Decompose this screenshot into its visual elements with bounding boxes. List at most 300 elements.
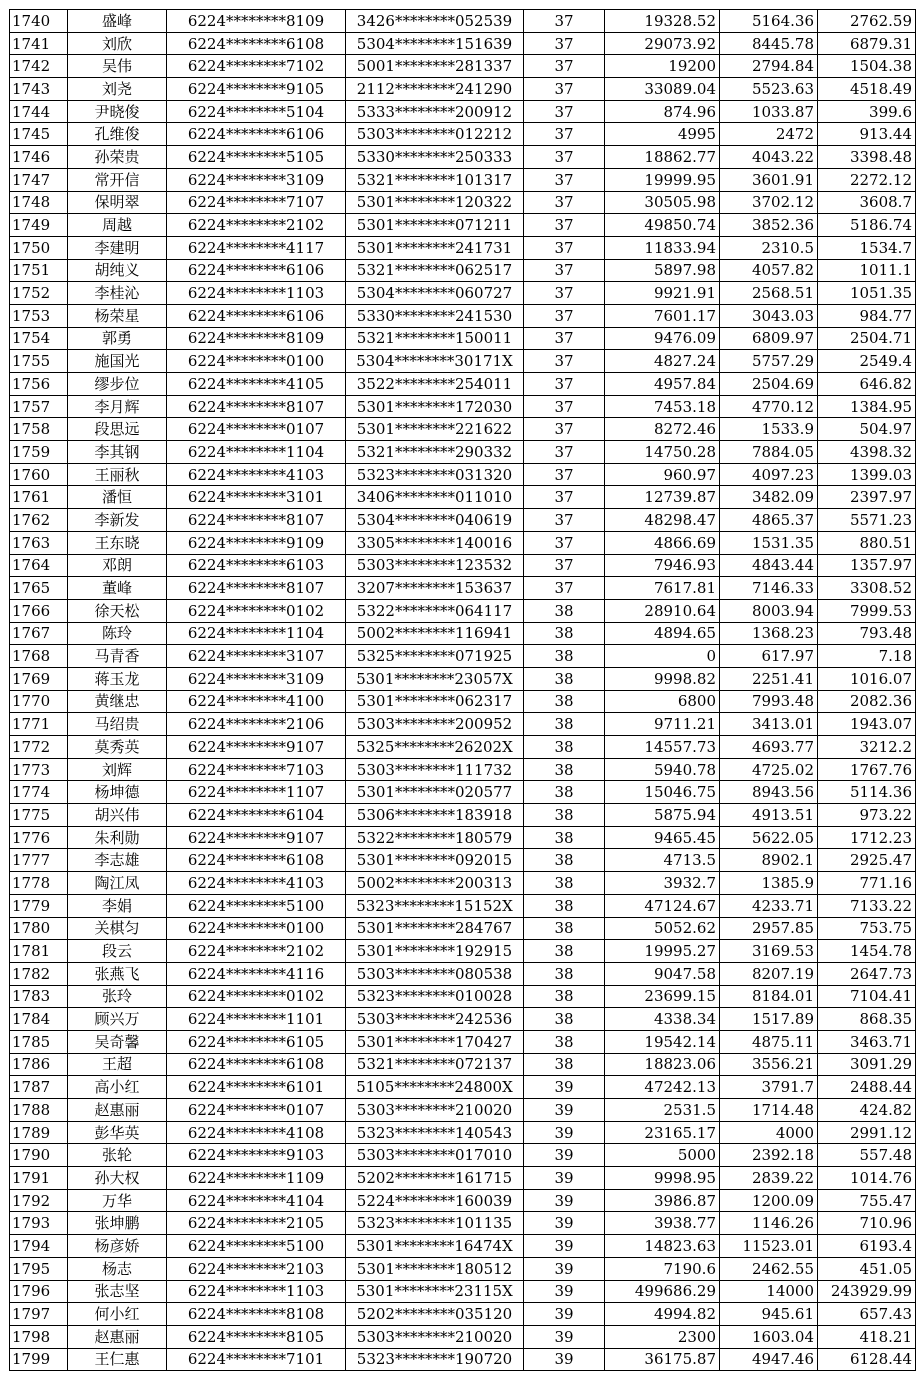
card-number-cell: 6224********3109	[167, 667, 346, 690]
amount-b-cell: 1033.87	[720, 100, 818, 123]
card-number-cell: 6224********8109	[167, 10, 346, 33]
id-number-cell: 5202********161715	[346, 1167, 524, 1190]
group-cell: 38	[524, 804, 605, 827]
amount-b-cell: 7884.05	[720, 441, 818, 464]
id-number-cell: 5303********012212	[346, 123, 524, 146]
id-number-cell: 5301********23115X	[346, 1280, 524, 1303]
amount-b-cell: 7146.33	[720, 577, 818, 600]
amount-a-cell: 33089.04	[605, 78, 720, 101]
group-cell: 38	[524, 894, 605, 917]
row-index-cell: 1749	[10, 214, 68, 237]
amount-a-cell: 9998.95	[605, 1167, 720, 1190]
name-cell: 张志坚	[68, 1280, 167, 1303]
row-index-cell: 1755	[10, 350, 68, 373]
card-number-cell: 6224********0100	[167, 917, 346, 940]
row-index-cell: 1745	[10, 123, 68, 146]
row-index-cell: 1744	[10, 100, 68, 123]
amount-a-cell: 5897.98	[605, 259, 720, 282]
id-number-cell: 5303********200952	[346, 713, 524, 736]
name-cell: 赵惠丽	[68, 1099, 167, 1122]
table-body	[10, 10, 916, 1371]
card-number-cell: 6224********6104	[167, 804, 346, 827]
amount-b-cell: 3791.7	[720, 1076, 818, 1099]
name-cell: 缪步位	[68, 373, 167, 396]
amount-c-cell: 3398.48	[818, 146, 916, 169]
amount-b-cell: 1714.48	[720, 1099, 818, 1122]
row-index-cell: 1747	[10, 168, 68, 191]
card-number-cell: 6224********3107	[167, 645, 346, 668]
amount-a-cell: 36175.87	[605, 1348, 720, 1371]
row-index-cell: 1754	[10, 327, 68, 350]
amount-b-cell: 2504.69	[720, 373, 818, 396]
row-index-cell: 1769	[10, 667, 68, 690]
id-number-cell: 5330********250333	[346, 146, 524, 169]
name-cell: 万华	[68, 1189, 167, 1212]
card-number-cell: 6224********4104	[167, 1189, 346, 1212]
table-row	[10, 1144, 916, 1167]
amount-c-cell: 3091.29	[818, 1053, 916, 1076]
amount-a-cell: 8272.46	[605, 418, 720, 441]
group-cell: 38	[524, 781, 605, 804]
amount-b-cell: 2839.22	[720, 1167, 818, 1190]
card-number-cell: 6224********7103	[167, 758, 346, 781]
amount-c-cell: 2549.4	[818, 350, 916, 373]
group-cell: 37	[524, 191, 605, 214]
id-number-cell: 5303********111732	[346, 758, 524, 781]
amount-b-cell: 8445.78	[720, 32, 818, 55]
card-number-cell: 6224********1107	[167, 781, 346, 804]
amount-b-cell: 3482.09	[720, 486, 818, 509]
table-row	[10, 191, 916, 214]
card-number-cell: 6224********0107	[167, 418, 346, 441]
id-number-cell: 3522********254011	[346, 373, 524, 396]
amount-c-cell: 984.77	[818, 304, 916, 327]
amount-b-cell: 3852.36	[720, 214, 818, 237]
group-cell: 37	[524, 486, 605, 509]
row-index-cell: 1766	[10, 599, 68, 622]
card-number-cell: 6224********7107	[167, 191, 346, 214]
table-row	[10, 622, 916, 645]
name-cell: 李月辉	[68, 395, 167, 418]
group-cell: 38	[524, 917, 605, 940]
amount-a-cell: 3986.87	[605, 1189, 720, 1212]
group-cell: 37	[524, 327, 605, 350]
amount-c-cell: 243929.99	[818, 1280, 916, 1303]
id-number-cell: 5301********020577	[346, 781, 524, 804]
name-cell: 张坤鹏	[68, 1212, 167, 1235]
amount-a-cell: 9465.45	[605, 826, 720, 849]
table-row	[10, 32, 916, 55]
amount-a-cell: 23699.15	[605, 985, 720, 1008]
amount-b-cell: 1368.23	[720, 622, 818, 645]
group-cell: 38	[524, 962, 605, 985]
row-index-cell: 1794	[10, 1235, 68, 1258]
group-cell: 37	[524, 463, 605, 486]
amount-c-cell: 973.22	[818, 804, 916, 827]
card-number-cell: 6224********4108	[167, 1121, 346, 1144]
row-index-cell: 1778	[10, 872, 68, 895]
amount-c-cell: 710.96	[818, 1212, 916, 1235]
table-row	[10, 1121, 916, 1144]
group-cell: 37	[524, 350, 605, 373]
id-number-cell: 5202********035120	[346, 1303, 524, 1326]
group-cell: 38	[524, 645, 605, 668]
table-row	[10, 804, 916, 827]
group-cell: 37	[524, 123, 605, 146]
amount-a-cell: 47124.67	[605, 894, 720, 917]
group-cell: 37	[524, 78, 605, 101]
amount-b-cell: 1200.09	[720, 1189, 818, 1212]
amount-a-cell: 48298.47	[605, 509, 720, 532]
id-number-cell: 5323********190720	[346, 1348, 524, 1371]
group-cell: 39	[524, 1325, 605, 1348]
row-index-cell: 1777	[10, 849, 68, 872]
row-index-cell: 1786	[10, 1053, 68, 1076]
id-number-cell: 5304********060727	[346, 282, 524, 305]
name-cell: 赵惠丽	[68, 1325, 167, 1348]
amount-a-cell: 19995.27	[605, 940, 720, 963]
name-cell: 顾兴万	[68, 1008, 167, 1031]
amount-a-cell: 15046.75	[605, 781, 720, 804]
card-number-cell: 6224********5105	[167, 146, 346, 169]
group-cell: 37	[524, 146, 605, 169]
amount-b-cell: 1603.04	[720, 1325, 818, 1348]
row-index-cell: 1741	[10, 32, 68, 55]
id-number-cell: 5301********062317	[346, 690, 524, 713]
amount-b-cell: 945.61	[720, 1303, 818, 1326]
row-index-cell: 1768	[10, 645, 68, 668]
name-cell: 刘欣	[68, 32, 167, 55]
name-cell: 徐天松	[68, 599, 167, 622]
id-number-cell: 5105********24800X	[346, 1076, 524, 1099]
group-cell: 38	[524, 940, 605, 963]
amount-c-cell: 7104.41	[818, 985, 916, 1008]
group-cell: 38	[524, 736, 605, 759]
name-cell: 潘恒	[68, 486, 167, 509]
amount-c-cell: 1534.7	[818, 236, 916, 259]
group-cell: 37	[524, 259, 605, 282]
group-cell: 37	[524, 577, 605, 600]
amount-c-cell: 1712.23	[818, 826, 916, 849]
table-row	[10, 1212, 916, 1235]
amount-c-cell: 2647.73	[818, 962, 916, 985]
amount-b-cell: 1533.9	[720, 418, 818, 441]
id-number-cell: 5323********101135	[346, 1212, 524, 1235]
group-cell: 38	[524, 1008, 605, 1031]
amount-a-cell: 19542.14	[605, 1030, 720, 1053]
table-row	[10, 645, 916, 668]
row-index-cell: 1792	[10, 1189, 68, 1212]
amount-c-cell: 6879.31	[818, 32, 916, 55]
amount-c-cell: 7999.53	[818, 599, 916, 622]
id-number-cell: 5333********200912	[346, 100, 524, 123]
table-row	[10, 826, 916, 849]
group-cell: 37	[524, 236, 605, 259]
group-cell: 37	[524, 418, 605, 441]
amount-a-cell: 30505.98	[605, 191, 720, 214]
amount-b-cell: 3601.91	[720, 168, 818, 191]
id-number-cell: 5306********183918	[346, 804, 524, 827]
id-number-cell: 5321********290332	[346, 441, 524, 464]
amount-c-cell: 2925.47	[818, 849, 916, 872]
card-number-cell: 6224********2102	[167, 214, 346, 237]
card-number-cell: 6224********4117	[167, 236, 346, 259]
row-index-cell: 1773	[10, 758, 68, 781]
amount-b-cell: 8943.56	[720, 781, 818, 804]
table-row	[10, 781, 916, 804]
name-cell: 王仁惠	[68, 1348, 167, 1371]
amount-a-cell: 7946.93	[605, 554, 720, 577]
group-cell: 39	[524, 1235, 605, 1258]
group-cell: 37	[524, 100, 605, 123]
row-index-cell: 1788	[10, 1099, 68, 1122]
name-cell: 施国光	[68, 350, 167, 373]
amount-a-cell: 19328.52	[605, 10, 720, 33]
row-index-cell: 1782	[10, 962, 68, 985]
name-cell: 段思远	[68, 418, 167, 441]
table-row	[10, 554, 916, 577]
amount-a-cell: 14823.63	[605, 1235, 720, 1258]
name-cell: 孔维俊	[68, 123, 167, 146]
card-number-cell: 6224********7101	[167, 1348, 346, 1371]
table-row	[10, 55, 916, 78]
id-number-cell: 5301********221622	[346, 418, 524, 441]
amount-c-cell: 1384.95	[818, 395, 916, 418]
amount-c-cell: 5186.74	[818, 214, 916, 237]
amount-b-cell: 2568.51	[720, 282, 818, 305]
table-row	[10, 1189, 916, 1212]
group-cell: 38	[524, 826, 605, 849]
group-cell: 37	[524, 554, 605, 577]
id-number-cell: 5303********123532	[346, 554, 524, 577]
table-row	[10, 1099, 916, 1122]
card-number-cell: 6224********6103	[167, 554, 346, 577]
group-cell: 37	[524, 282, 605, 305]
row-index-cell: 1760	[10, 463, 68, 486]
amount-b-cell: 3556.21	[720, 1053, 818, 1076]
amount-b-cell: 2251.41	[720, 667, 818, 690]
group-cell: 38	[524, 758, 605, 781]
name-cell: 何小红	[68, 1303, 167, 1326]
amount-a-cell: 9476.09	[605, 327, 720, 350]
table-row	[10, 599, 916, 622]
amount-c-cell: 1943.07	[818, 713, 916, 736]
amount-a-cell: 4713.5	[605, 849, 720, 872]
card-number-cell: 6224********7102	[167, 55, 346, 78]
amount-c-cell: 399.6	[818, 100, 916, 123]
amount-c-cell: 451.05	[818, 1257, 916, 1280]
row-index-cell: 1798	[10, 1325, 68, 1348]
amount-b-cell: 3413.01	[720, 713, 818, 736]
table-row	[10, 962, 916, 985]
card-number-cell: 6224********9103	[167, 1144, 346, 1167]
amount-a-cell: 19200	[605, 55, 720, 78]
amount-a-cell: 499686.29	[605, 1280, 720, 1303]
card-number-cell: 6224********9107	[167, 826, 346, 849]
id-number-cell: 5301********23057X	[346, 667, 524, 690]
table-row	[10, 758, 916, 781]
name-cell: 刘尧	[68, 78, 167, 101]
amount-c-cell: 5571.23	[818, 509, 916, 532]
amount-a-cell: 4894.65	[605, 622, 720, 645]
row-index-cell: 1791	[10, 1167, 68, 1190]
amount-b-cell: 8184.01	[720, 985, 818, 1008]
amount-a-cell: 12739.87	[605, 486, 720, 509]
amount-c-cell: 2272.12	[818, 168, 916, 191]
row-index-cell: 1762	[10, 509, 68, 532]
table-row	[10, 1167, 916, 1190]
amount-a-cell: 28910.64	[605, 599, 720, 622]
id-number-cell: 5301********16474X	[346, 1235, 524, 1258]
id-number-cell: 3305********140016	[346, 531, 524, 554]
id-number-cell: 5301********180512	[346, 1257, 524, 1280]
amount-b-cell: 4233.71	[720, 894, 818, 917]
amount-a-cell: 3938.77	[605, 1212, 720, 1235]
amount-b-cell: 4725.02	[720, 758, 818, 781]
row-index-cell: 1763	[10, 531, 68, 554]
amount-c-cell: 657.43	[818, 1303, 916, 1326]
amount-b-cell: 8902.1	[720, 849, 818, 872]
table-row	[10, 531, 916, 554]
name-cell: 张玲	[68, 985, 167, 1008]
name-cell: 李娟	[68, 894, 167, 917]
row-index-cell: 1752	[10, 282, 68, 305]
card-number-cell: 6224********6106	[167, 259, 346, 282]
row-index-cell: 1743	[10, 78, 68, 101]
table-row	[10, 1008, 916, 1031]
amount-c-cell: 1014.76	[818, 1167, 916, 1190]
table-row	[10, 418, 916, 441]
card-number-cell: 6224********6106	[167, 304, 346, 327]
card-number-cell: 6224********5100	[167, 894, 346, 917]
card-number-cell: 6224********2105	[167, 1212, 346, 1235]
amount-b-cell: 4057.82	[720, 259, 818, 282]
group-cell: 39	[524, 1144, 605, 1167]
id-number-cell: 5323********031320	[346, 463, 524, 486]
name-cell: 胡纯义	[68, 259, 167, 282]
row-index-cell: 1770	[10, 690, 68, 713]
amount-c-cell: 3212.2	[818, 736, 916, 759]
row-index-cell: 1742	[10, 55, 68, 78]
id-number-cell: 5301********241731	[346, 236, 524, 259]
table-row	[10, 1280, 916, 1303]
row-index-cell: 1761	[10, 486, 68, 509]
amount-b-cell: 8003.94	[720, 599, 818, 622]
amount-c-cell: 1767.76	[818, 758, 916, 781]
name-cell: 朱利勋	[68, 826, 167, 849]
group-cell: 38	[524, 599, 605, 622]
row-index-cell: 1765	[10, 577, 68, 600]
amount-b-cell: 5622.05	[720, 826, 818, 849]
amount-a-cell: 9711.21	[605, 713, 720, 736]
amount-b-cell: 5164.36	[720, 10, 818, 33]
amount-a-cell: 19999.95	[605, 168, 720, 191]
name-cell: 马绍贵	[68, 713, 167, 736]
group-cell: 37	[524, 509, 605, 532]
card-number-cell: 6224********4116	[167, 962, 346, 985]
card-number-cell: 6224********8107	[167, 509, 346, 532]
name-cell: 吴伟	[68, 55, 167, 78]
card-number-cell: 6224********4103	[167, 463, 346, 486]
amount-b-cell: 4097.23	[720, 463, 818, 486]
group-cell: 39	[524, 1099, 605, 1122]
amount-c-cell: 2504.71	[818, 327, 916, 350]
amount-a-cell: 4957.84	[605, 373, 720, 396]
name-cell: 李桂沁	[68, 282, 167, 305]
name-cell: 李新发	[68, 509, 167, 532]
row-index-cell: 1748	[10, 191, 68, 214]
table-row	[10, 395, 916, 418]
name-cell: 莫秀英	[68, 736, 167, 759]
amount-c-cell: 6128.44	[818, 1348, 916, 1371]
name-cell: 张燕飞	[68, 962, 167, 985]
row-index-cell: 1793	[10, 1212, 68, 1235]
table-row	[10, 509, 916, 532]
table-row	[10, 1076, 916, 1099]
group-cell: 39	[524, 1303, 605, 1326]
table-row	[10, 985, 916, 1008]
row-index-cell: 1753	[10, 304, 68, 327]
amount-a-cell: 4866.69	[605, 531, 720, 554]
amount-c-cell: 1504.38	[818, 55, 916, 78]
table-row	[10, 917, 916, 940]
row-index-cell: 1799	[10, 1348, 68, 1371]
amount-c-cell: 5114.36	[818, 781, 916, 804]
amount-b-cell: 3043.03	[720, 304, 818, 327]
row-index-cell: 1784	[10, 1008, 68, 1031]
amount-c-cell: 793.48	[818, 622, 916, 645]
card-number-cell: 6224********6106	[167, 123, 346, 146]
amount-b-cell: 2794.84	[720, 55, 818, 78]
table-row	[10, 894, 916, 917]
table-row	[10, 940, 916, 963]
amount-a-cell: 18823.06	[605, 1053, 720, 1076]
row-index-cell: 1746	[10, 146, 68, 169]
id-number-cell: 5303********242536	[346, 1008, 524, 1031]
group-cell: 37	[524, 395, 605, 418]
amount-b-cell: 7993.48	[720, 690, 818, 713]
group-cell: 38	[524, 622, 605, 645]
amount-c-cell: 1011.1	[818, 259, 916, 282]
id-number-cell: 5301********120322	[346, 191, 524, 214]
row-index-cell: 1783	[10, 985, 68, 1008]
amount-a-cell: 5000	[605, 1144, 720, 1167]
amount-c-cell: 753.75	[818, 917, 916, 940]
id-number-cell: 5321********150011	[346, 327, 524, 350]
table-row	[10, 463, 916, 486]
amount-b-cell: 1517.89	[720, 1008, 818, 1031]
card-number-cell: 6224********8108	[167, 1303, 346, 1326]
amount-a-cell: 2300	[605, 1325, 720, 1348]
name-cell: 彭华英	[68, 1121, 167, 1144]
row-index-cell: 1772	[10, 736, 68, 759]
card-number-cell: 6224********1101	[167, 1008, 346, 1031]
card-number-cell: 6224********4103	[167, 872, 346, 895]
amount-c-cell: 1399.03	[818, 463, 916, 486]
id-number-cell: 5325********071925	[346, 645, 524, 668]
row-index-cell: 1797	[10, 1303, 68, 1326]
amount-b-cell: 5757.29	[720, 350, 818, 373]
amount-b-cell: 3702.12	[720, 191, 818, 214]
card-number-cell: 6224********6108	[167, 32, 346, 55]
group-cell: 39	[524, 1076, 605, 1099]
card-number-cell: 6224********6108	[167, 849, 346, 872]
group-cell: 37	[524, 55, 605, 78]
row-index-cell: 1790	[10, 1144, 68, 1167]
card-number-cell: 6224********8109	[167, 327, 346, 350]
id-number-cell: 5303********017010	[346, 1144, 524, 1167]
id-number-cell: 5301********170427	[346, 1030, 524, 1053]
